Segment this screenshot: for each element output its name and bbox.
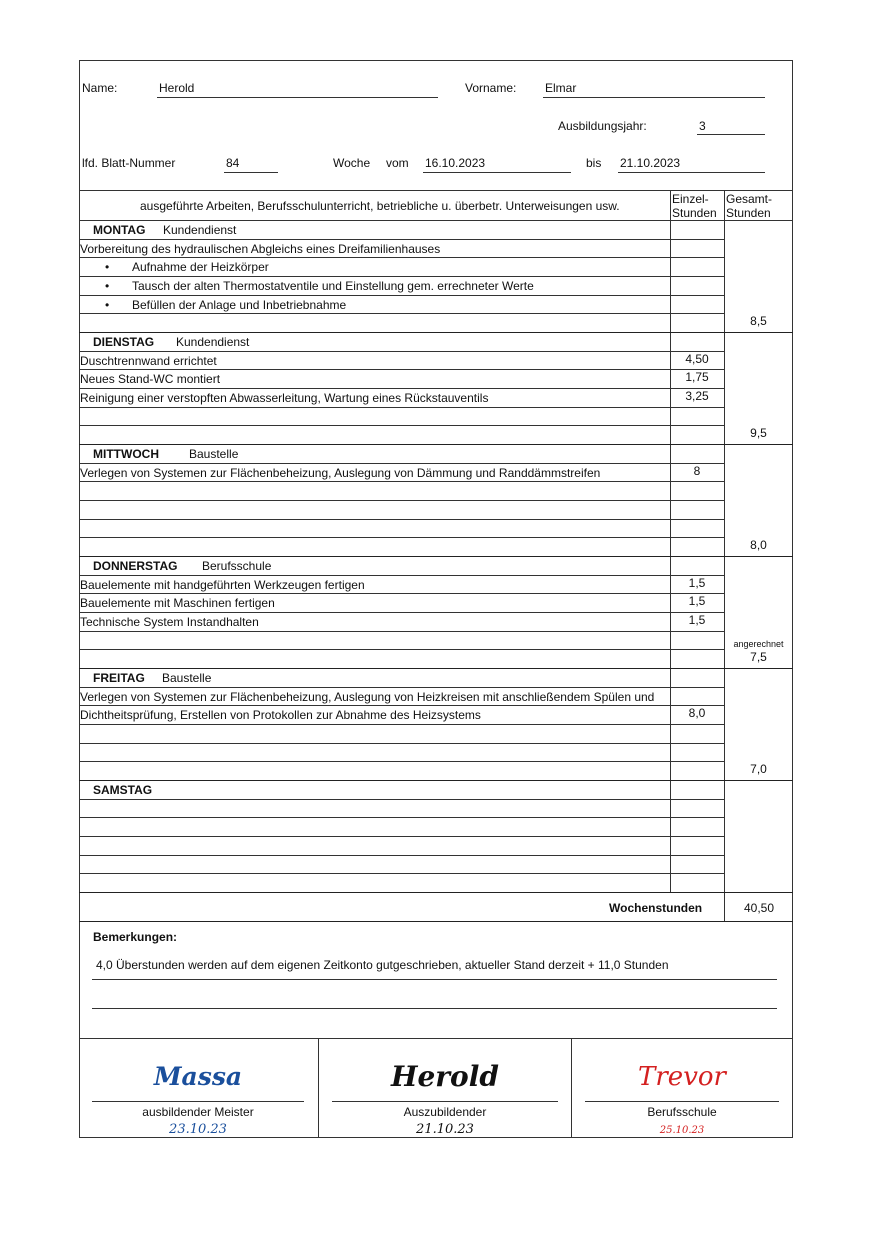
signature-meister-role: ausbildender Meister <box>142 1105 254 1119</box>
row-divider <box>79 817 724 818</box>
day-name: MITTWOCH <box>93 447 159 461</box>
activity-text: Reinigung einer verstopften Abwasserleitung, Wartung eines Rückstauventils <box>80 391 489 405</box>
day-place: Kundendienst <box>163 223 237 237</box>
activity-text: Verlegen von Systemen zur Flächenbeheizung, Auslegung von Dämmung und Randdämmstreifen <box>80 465 601 480</box>
ausbildungsjahr-label: Ausbildungsjahr: <box>558 119 647 133</box>
activity-hours: 1,5 <box>688 575 706 590</box>
activity-hours: 1,5 <box>688 613 706 627</box>
row-divider <box>79 631 724 632</box>
row-divider <box>79 481 724 482</box>
row-divider <box>79 724 724 725</box>
vorname-underline <box>543 97 765 98</box>
row-divider <box>79 761 724 762</box>
day-place: Berufsschule <box>202 559 272 573</box>
row-divider <box>79 593 724 594</box>
day-total-hours: 7,5 <box>750 650 767 664</box>
row-divider <box>79 257 724 258</box>
activity-hours: 1,5 <box>688 594 706 609</box>
bis-value: 21.10.2023 <box>620 156 681 170</box>
table-header-description: ausgeführte Arbeiten, Berufsschulunterricht, betriebliche u. überbetr. Unterweisungen usw. <box>140 199 620 213</box>
woche-label: Woche <box>333 156 371 170</box>
signature-meister-date: 23.10.23 <box>169 1122 227 1137</box>
row-divider <box>79 855 724 856</box>
row-divider <box>79 537 724 538</box>
vorname-value: Elmar <box>545 81 577 95</box>
vorname-label: Vorname: <box>465 81 517 95</box>
activity-hours: 1,75 <box>685 370 709 385</box>
day-total-hours: 8,5 <box>750 314 767 328</box>
day-block-border <box>79 556 793 557</box>
row-divider <box>79 313 724 314</box>
einzel-header-line1: Einzel- <box>672 192 709 206</box>
bis-label: bis <box>586 156 602 170</box>
signature-meister-name: Massa <box>153 1062 243 1091</box>
activity-text: Befüllen der Anlage und Inbetriebnahme <box>132 297 347 312</box>
signature-azubi-name: Herold <box>391 1060 499 1093</box>
row-divider <box>79 575 724 576</box>
row-divider <box>79 239 724 240</box>
day-place: Baustelle <box>162 671 212 685</box>
activity-text: Bauelemente mit Maschinen fertigen <box>80 596 275 611</box>
activity-text: Neues Stand-WC montiert <box>80 372 221 387</box>
gesamt-header-line1: Gesamt- <box>726 192 773 206</box>
signature-azubi-role: Auszubildender <box>403 1105 487 1119</box>
row-divider <box>79 743 724 744</box>
row-divider <box>79 407 724 408</box>
table-top-border <box>79 190 793 191</box>
row-divider <box>79 276 724 277</box>
signature-divider-1 <box>318 1038 319 1138</box>
activity-text: Duschtrennwand errichtet <box>80 353 217 368</box>
bemerkungen-text: 4,0 Überstunden werden auf dem eigenen Zeitkonto gutgeschrieben, aktueller Stand derzeit + 11,0 Stunden <box>96 958 669 972</box>
signature-divider-2 <box>571 1038 572 1138</box>
wochenstunden-value: 40,50 <box>744 901 775 915</box>
day-place: Kundendienst <box>176 335 250 349</box>
bullet-icon: • <box>105 279 110 293</box>
signature-meister-line <box>92 1101 304 1102</box>
activity-hours: 8,0 <box>688 706 706 721</box>
bullet-icon: • <box>105 260 110 275</box>
activity-text: Technische System Instandhalten <box>80 615 259 629</box>
day-block-border <box>79 780 793 781</box>
vom-underline <box>423 172 571 173</box>
day-name: MONTAG <box>93 223 146 237</box>
blatt-underline <box>224 172 278 173</box>
name-value: Herold <box>159 81 195 95</box>
row-divider <box>79 295 724 296</box>
gesamt-header-line2: Stunden <box>726 206 771 220</box>
day-place: Baustelle <box>189 447 239 461</box>
activity-hours: 8 <box>693 463 701 478</box>
day-name: SAMSTAG <box>93 783 153 797</box>
activity-text: Dichtheitsprüfung, Erstellen von Protokollen zur Abnahme des Heizsystems <box>80 708 481 723</box>
signature-azubi-line <box>332 1101 558 1102</box>
signature-berufsschule-date: 25.10.23 <box>659 1125 705 1136</box>
signature-azubi-date: 21.10.23 <box>416 1122 474 1137</box>
day-total-hours: 7,0 <box>750 762 767 776</box>
row-divider <box>79 836 724 837</box>
day-block-border <box>79 332 793 333</box>
ausbildungsjahr-value: 3 <box>699 119 706 133</box>
name-underline <box>157 97 438 98</box>
row-divider <box>79 519 724 520</box>
row-divider <box>79 369 724 370</box>
wochenstunden-label: Wochenstunden <box>609 901 703 915</box>
signature-berufsschule-name: Trevor <box>638 1062 726 1092</box>
activity-hours: 3,25 <box>685 389 709 403</box>
activity-text: Vorbereitung des hydraulischen Abgleichs eines Dreifamilienhauses <box>80 241 441 256</box>
name-label: Name: <box>82 81 118 95</box>
row-divider <box>79 425 724 426</box>
signature-berufsschule-role: Berufsschule <box>647 1105 717 1119</box>
day-name: DIENSTAG <box>93 335 155 349</box>
bemerkungen-label: Bemerkungen: <box>93 930 178 944</box>
row-divider <box>79 705 724 706</box>
row-divider <box>79 873 724 874</box>
day-name: FREITAG <box>93 671 145 685</box>
activity-text: Aufnahme der Heizkörper <box>132 260 269 275</box>
row-divider <box>79 388 724 389</box>
row-divider <box>79 612 724 613</box>
row-divider <box>79 649 724 650</box>
day-name: DONNERSTAG <box>93 559 178 573</box>
bullet-icon: • <box>105 297 110 312</box>
row-divider <box>79 799 724 800</box>
day-block-border <box>79 668 793 669</box>
row-divider <box>79 687 724 688</box>
activity-text: Tausch der alten Thermostatventile und Einstellung gem. errechneter Werte <box>132 279 534 293</box>
signature-berufsschule-line <box>585 1101 779 1102</box>
vom-label: vom <box>386 156 409 170</box>
row-divider <box>79 500 724 501</box>
signature-top-border <box>79 1038 793 1039</box>
blatt-label: lfd. Blatt-Nummer <box>82 156 176 170</box>
einzel-header-line2: Stunden <box>672 206 717 220</box>
wochenstunden-top-border <box>79 892 793 893</box>
activity-text: Verlegen von Systemen zur Flächenbeheizung, Auslegung von Heizkreisen mit anschließendem Spülen und <box>80 689 655 704</box>
blatt-value: 84 <box>226 156 240 170</box>
day-total-hours: 8,0 <box>750 538 767 552</box>
day-total-note: angerechnet <box>733 639 784 649</box>
row-divider <box>79 351 724 352</box>
bemerkungen-line-1 <box>92 979 777 980</box>
vom-value: 16.10.2023 <box>425 156 486 170</box>
day-block-border <box>79 220 793 221</box>
bemerkungen-line-2 <box>92 1008 777 1009</box>
day-block-border <box>79 444 793 445</box>
wochenstunden-bottom-border <box>79 921 793 922</box>
ausbildungsjahr-underline <box>697 134 765 135</box>
day-total-hours: 9,5 <box>750 426 767 440</box>
activity-text: Bauelemente mit handgeführten Werkzeugen fertigen <box>80 577 365 592</box>
row-divider <box>79 463 724 464</box>
activity-hours: 4,50 <box>685 351 709 366</box>
bis-underline <box>618 172 765 173</box>
